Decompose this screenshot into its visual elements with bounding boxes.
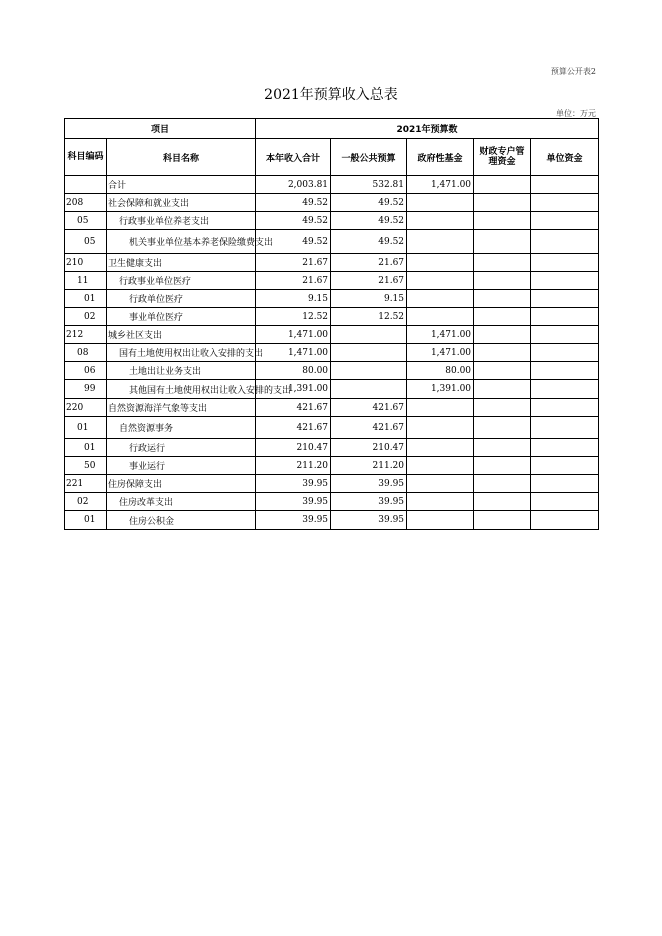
- row-fund: [407, 290, 474, 308]
- row-special: [474, 290, 531, 308]
- table-row: [65, 344, 599, 362]
- row-general: 421.67: [331, 399, 407, 417]
- row-special: [474, 399, 531, 417]
- row-total: 39.95: [256, 511, 331, 530]
- row-fund: [407, 230, 474, 254]
- row-name: 行政单位医疗: [107, 290, 256, 308]
- row-fund: 1,471.00: [407, 326, 474, 344]
- row-fund: 1,471.00: [407, 344, 474, 362]
- row-name: 事业单位医疗: [107, 308, 256, 326]
- row-fund: [407, 212, 474, 230]
- row-total: 49.52: [256, 194, 331, 212]
- row-code: 208: [65, 194, 107, 212]
- row-special: [474, 308, 531, 326]
- table-row: [65, 254, 599, 272]
- row-fund: [407, 475, 474, 493]
- row-total: 2,003.81: [256, 176, 331, 194]
- row-general: 12.52: [331, 308, 407, 326]
- table-row: [65, 326, 599, 344]
- row-general: 210.47: [331, 439, 407, 457]
- table-row: [65, 511, 599, 530]
- row-code: 50: [65, 457, 107, 475]
- row-special: [474, 254, 531, 272]
- row-code: 08: [65, 344, 107, 362]
- row-code: 05: [65, 212, 107, 230]
- row-unit-funds: [531, 439, 599, 457]
- header-unit-funds: 单位资金: [531, 139, 599, 176]
- row-code: 220: [65, 399, 107, 417]
- row-general: 21.67: [331, 272, 407, 290]
- row-name: 自然资源海洋气象等支出: [107, 399, 256, 417]
- row-special: [474, 176, 531, 194]
- row-name: 其他国有土地使用权出让收入安排的支出: [107, 380, 256, 399]
- row-unit-funds: [531, 399, 599, 417]
- row-special: [474, 272, 531, 290]
- row-total: 421.67: [256, 399, 331, 417]
- table-row: [65, 457, 599, 475]
- table-row: [65, 230, 599, 254]
- row-name: 住房公积金: [107, 511, 256, 530]
- header-code: 科目编码: [65, 139, 107, 176]
- row-name: 行政事业单位医疗: [107, 272, 256, 290]
- row-code: 11: [65, 272, 107, 290]
- row-special: [474, 194, 531, 212]
- row-general: 9.15: [331, 290, 407, 308]
- row-general: 532.81: [331, 176, 407, 194]
- table-tag: 预算公开表2: [550, 67, 596, 76]
- row-unit-funds: [531, 176, 599, 194]
- row-code: 01: [65, 511, 107, 530]
- row-unit-funds: [531, 362, 599, 380]
- row-special: [474, 344, 531, 362]
- row-code: 212: [65, 326, 107, 344]
- row-unit-funds: [531, 230, 599, 254]
- row-unit-funds: [531, 344, 599, 362]
- row-code: 99: [65, 380, 107, 399]
- row-unit-funds: [531, 194, 599, 212]
- row-total: 80.00: [256, 362, 331, 380]
- row-general: 39.95: [331, 511, 407, 530]
- header-budget-group: 2021年预算数: [256, 119, 599, 139]
- header-total: 本年收入合计: [256, 139, 331, 176]
- row-general: 21.67: [331, 254, 407, 272]
- row-total: 1,471.00: [256, 326, 331, 344]
- row-special: [474, 362, 531, 380]
- row-code: 221: [65, 475, 107, 493]
- table-row: [65, 399, 599, 417]
- table-row: [65, 362, 599, 380]
- row-code: [65, 176, 107, 194]
- row-general: 39.95: [331, 475, 407, 493]
- row-special: [474, 439, 531, 457]
- row-fund: [407, 417, 474, 439]
- row-unit-funds: [531, 511, 599, 530]
- row-general: 211.20: [331, 457, 407, 475]
- row-unit-funds: [531, 308, 599, 326]
- row-name: 住房保障支出: [107, 475, 256, 493]
- row-code: 210: [65, 254, 107, 272]
- row-name: 卫生健康支出: [107, 254, 256, 272]
- row-fund: 1,391.00: [407, 380, 474, 399]
- row-general: 49.52: [331, 230, 407, 254]
- table-row: [65, 493, 599, 511]
- header-general: 一般公共预算: [331, 139, 407, 176]
- row-general: 39.95: [331, 493, 407, 511]
- row-total: 211.20: [256, 457, 331, 475]
- page-title: 2021年预算收入总表: [264, 87, 398, 103]
- table-row: [65, 475, 599, 493]
- table-row: [65, 194, 599, 212]
- row-special: [474, 212, 531, 230]
- row-general: 49.52: [331, 194, 407, 212]
- row-name: 社会保障和就业支出: [107, 194, 256, 212]
- header-fund: 政府性基金: [407, 139, 474, 176]
- row-name: 土地出让业务支出: [107, 362, 256, 380]
- table-row: [65, 308, 599, 326]
- row-unit-funds: [531, 290, 599, 308]
- row-general: [331, 344, 407, 362]
- row-unit-funds: [531, 417, 599, 439]
- row-fund: [407, 308, 474, 326]
- table-row: [65, 417, 599, 439]
- row-general: [331, 380, 407, 399]
- header-item-group: 项目: [65, 119, 256, 139]
- row-general: 49.52: [331, 212, 407, 230]
- row-code: 02: [65, 308, 107, 326]
- row-special: [474, 417, 531, 439]
- row-special: [474, 230, 531, 254]
- row-code: 06: [65, 362, 107, 380]
- row-fund: 1,471.00: [407, 176, 474, 194]
- unit-label: 单位：万元: [556, 109, 596, 118]
- row-fund: [407, 457, 474, 475]
- row-code: 01: [65, 290, 107, 308]
- row-special: [474, 475, 531, 493]
- header-name: 科目名称: [107, 139, 256, 176]
- row-name: 自然资源事务: [107, 417, 256, 439]
- row-name: 行政运行: [107, 439, 256, 457]
- row-total: 9.15: [256, 290, 331, 308]
- row-fund: [407, 194, 474, 212]
- row-name: 国有土地使用权出让收入安排的支出: [107, 344, 256, 362]
- table-row: [65, 290, 599, 308]
- row-general: 421.67: [331, 417, 407, 439]
- row-unit-funds: [531, 212, 599, 230]
- row-unit-funds: [531, 493, 599, 511]
- row-total: 21.67: [256, 254, 331, 272]
- row-fund: [407, 511, 474, 530]
- row-fund: [407, 493, 474, 511]
- row-fund: [407, 272, 474, 290]
- row-name: 机关事业单位基本养老保险缴费支出: [107, 230, 256, 254]
- row-unit-funds: [531, 380, 599, 399]
- row-fund: [407, 439, 474, 457]
- row-special: [474, 457, 531, 475]
- row-total: 49.52: [256, 230, 331, 254]
- row-general: [331, 362, 407, 380]
- table-row: [65, 439, 599, 457]
- row-name: 行政事业单位养老支出: [107, 212, 256, 230]
- row-code: 02: [65, 493, 107, 511]
- row-name: 住房改革支出: [107, 493, 256, 511]
- row-code: 01: [65, 439, 107, 457]
- row-special: [474, 326, 531, 344]
- row-unit-funds: [531, 475, 599, 493]
- row-total: 210.47: [256, 439, 331, 457]
- row-unit-funds: [531, 326, 599, 344]
- table-row: [65, 380, 599, 399]
- header-special: 财政专户管理资金: [474, 139, 531, 176]
- row-total: 49.52: [256, 212, 331, 230]
- table-row: [65, 176, 599, 194]
- row-name: 事业运行: [107, 457, 256, 475]
- row-code: 01: [65, 417, 107, 439]
- row-fund: [407, 254, 474, 272]
- row-unit-funds: [531, 272, 599, 290]
- table-row: [65, 212, 599, 230]
- row-unit-funds: [531, 254, 599, 272]
- row-code: 05: [65, 230, 107, 254]
- row-unit-funds: [531, 457, 599, 475]
- row-total: 421.67: [256, 417, 331, 439]
- row-general: [331, 326, 407, 344]
- row-special: [474, 493, 531, 511]
- row-fund: [407, 399, 474, 417]
- row-total: 1,471.00: [256, 344, 331, 362]
- row-total: 39.95: [256, 475, 331, 493]
- row-total: 1,391.00: [256, 380, 331, 399]
- budget-table: [64, 118, 599, 530]
- row-fund: 80.00: [407, 362, 474, 380]
- row-total: 39.95: [256, 493, 331, 511]
- table-row: [65, 272, 599, 290]
- row-special: [474, 511, 531, 530]
- row-name: 合计: [107, 176, 256, 194]
- row-special: [474, 380, 531, 399]
- row-name: 城乡社区支出: [107, 326, 256, 344]
- row-total: 21.67: [256, 272, 331, 290]
- row-total: 12.52: [256, 308, 331, 326]
